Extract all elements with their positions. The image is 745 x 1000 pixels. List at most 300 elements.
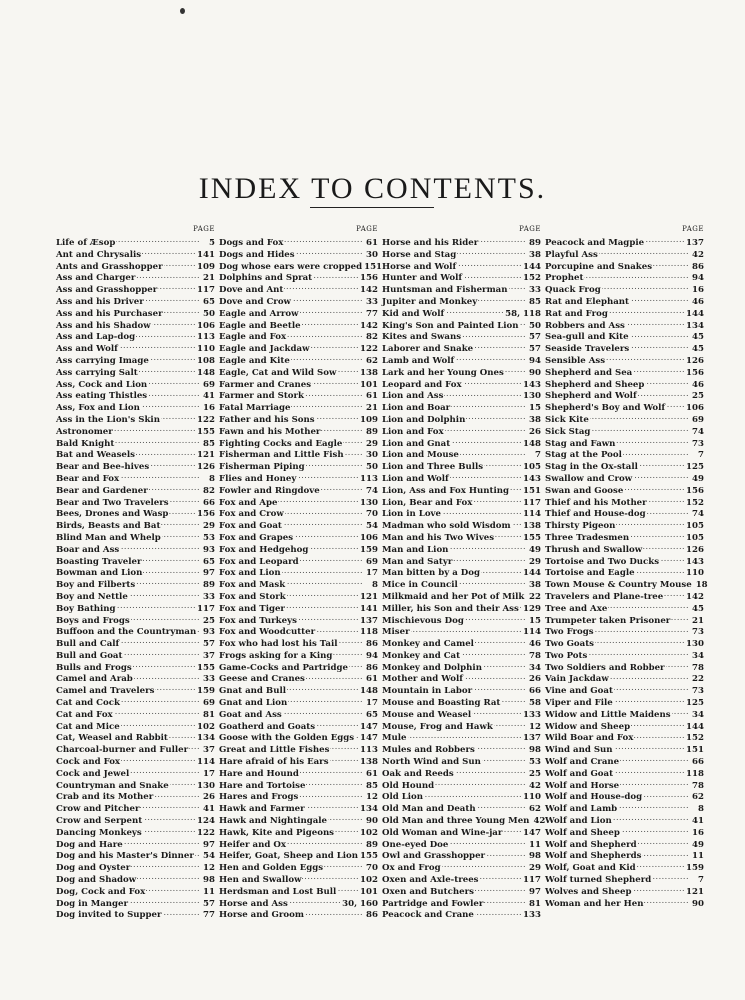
entry-title: Fox and Ape xyxy=(219,497,278,508)
dot-leader xyxy=(169,729,196,740)
index-column-2 xyxy=(219,224,383,921)
entry-page-number: 29 xyxy=(529,863,541,874)
dot-leader xyxy=(328,812,363,823)
dot-leader xyxy=(461,647,526,658)
dot-leader xyxy=(287,328,363,339)
entry-page-number: 102 xyxy=(360,827,378,838)
dot-leader xyxy=(466,411,526,422)
entry-page-number: 15 xyxy=(529,615,541,626)
entry-page-number: 17 xyxy=(366,698,378,709)
entry-page-number: 53 xyxy=(203,532,215,543)
entry-title: Cat and Fox xyxy=(56,709,113,720)
entry-title: Bees, Drones and Wasp xyxy=(56,509,169,520)
entry-title: Boys and Frogs xyxy=(56,615,130,626)
entry-title: Fox and Turkeys xyxy=(219,615,297,626)
dot-leader xyxy=(475,883,526,894)
dot-leader xyxy=(616,517,685,528)
dot-leader xyxy=(297,470,359,481)
dot-leader xyxy=(450,470,522,481)
entry-title: Mouse and Boasting Rat xyxy=(382,698,501,709)
entry-title: Hawk, Kite and Pigeons xyxy=(219,827,335,838)
entry-page-number: 42 xyxy=(692,249,704,260)
entry-page-number: 8 xyxy=(209,473,215,484)
entry-title: Man and Lion xyxy=(382,544,449,555)
entry-page-number: 21 xyxy=(203,273,215,284)
dot-leader xyxy=(286,600,359,611)
entry-title: Ass and his Shadow xyxy=(56,320,151,331)
entry-page-number: 159 xyxy=(360,544,378,555)
entry-title: Camel and Arab xyxy=(56,674,133,685)
entry-title: Cock and Fox xyxy=(56,757,121,768)
entry-title: Lion and Wolf xyxy=(382,473,449,484)
dot-leader xyxy=(636,564,685,575)
entry-page-number: 105 xyxy=(523,462,541,473)
entry-title: Mules and Robbers xyxy=(382,745,475,756)
dot-leader xyxy=(449,836,526,847)
entry-page-number: 70 xyxy=(366,863,378,874)
dot-leader xyxy=(457,246,526,257)
entry-page-number: 121 xyxy=(197,450,215,461)
entry-title: Lamb and Wolf xyxy=(382,355,455,366)
entry-page-number: 89 xyxy=(366,839,378,850)
entry-title: Hen and Golden Eggs xyxy=(219,863,324,874)
dot-leader xyxy=(495,529,522,540)
entry-title: Man and Satyr xyxy=(382,556,453,567)
dot-leader xyxy=(288,694,363,705)
entry-page-number: 94 xyxy=(529,355,541,366)
dot-leader xyxy=(129,588,200,599)
index-entry xyxy=(545,234,704,246)
entry-title: Ass, Cock and Lion xyxy=(56,379,148,390)
entry-page-number: 141 xyxy=(197,249,215,260)
entry-title: Thirsty Pigeon xyxy=(545,521,616,532)
dot-leader xyxy=(278,494,359,505)
entry-title: Horse and his Rider xyxy=(382,238,479,248)
entry-page-number: 37 xyxy=(203,650,215,661)
entry-page-number: 156 xyxy=(197,509,215,520)
entry-page-number: 16 xyxy=(692,827,704,838)
dot-leader xyxy=(121,718,196,729)
entry-page-number: 109 xyxy=(197,261,215,272)
dot-leader xyxy=(142,553,200,564)
entry-title: Bat and Weasels xyxy=(56,450,136,461)
entry-title: Ass and his Driver xyxy=(56,296,144,307)
entry-page-number: 130 xyxy=(686,639,704,650)
dot-leader xyxy=(355,729,359,740)
dot-leader xyxy=(145,293,200,304)
entry-title: Ass carrying Salt xyxy=(56,367,138,378)
entry-title: Dog, Cock and Fox xyxy=(56,886,146,897)
entry-page-number: 143 xyxy=(686,556,704,567)
entry-title: Tortoise and Eagle xyxy=(545,568,635,579)
dot-leader xyxy=(300,305,363,316)
entry-page-number: 65 xyxy=(366,709,378,720)
entry-title: Woman and her Hen xyxy=(545,898,644,909)
dot-leader xyxy=(150,458,196,469)
entry-page-number: 102 xyxy=(360,875,378,886)
entry-title: Mouse, Frog and Hawk xyxy=(382,721,493,732)
dot-leader xyxy=(197,623,200,634)
entry-title: Dove and Crow xyxy=(219,296,291,307)
entry-page-number: 109 xyxy=(360,414,378,425)
entry-page-number: 61 xyxy=(366,238,378,248)
entry-title: Hare and Tortoise xyxy=(219,780,306,791)
entry-page-number: 126 xyxy=(686,355,704,366)
entry-page-number: 12 xyxy=(203,863,215,874)
entry-page-number: 46 xyxy=(529,639,541,650)
entry-title: Fox and Tiger xyxy=(219,603,285,614)
entry-page-number: 85 xyxy=(366,780,378,791)
dot-leader xyxy=(189,741,200,752)
entry-page-number: 155 xyxy=(197,426,215,437)
entry-title: Dog and Hare xyxy=(56,839,123,850)
entry-page-number: 7 xyxy=(698,450,704,461)
entry-title: Astronomer xyxy=(56,426,113,437)
entry-page-number: 118 xyxy=(360,627,378,638)
entry-title: Mouse and Weasel xyxy=(382,709,472,720)
entry-title: Shepherd and Sea xyxy=(545,367,633,378)
dot-leader xyxy=(462,328,526,339)
entry-page-number: 130 xyxy=(523,391,541,402)
entry-title: Wolf and Lamb xyxy=(545,804,618,815)
entry-title: Mischievous Dog xyxy=(382,615,464,626)
entry-page-number: 114 xyxy=(523,627,541,638)
entry-page-number: 152 xyxy=(523,273,541,284)
dot-leader xyxy=(286,576,363,587)
dot-leader xyxy=(306,800,359,811)
entry-title: Lion, Bear and Fox xyxy=(382,497,473,508)
entry-title: Fox and Woodcutter xyxy=(219,627,316,638)
entry-title: Vine and Goat xyxy=(545,686,613,697)
entry-page-number: 144 xyxy=(686,308,704,319)
title-rule xyxy=(310,207,434,208)
entry-title: Stag and Fawn xyxy=(545,438,616,449)
entry-page-number: 122 xyxy=(197,414,215,425)
entry-page-number: 33 xyxy=(203,591,215,602)
dot-leader xyxy=(305,906,363,917)
entry-title: Old Lion xyxy=(382,792,424,803)
entry-title: Crow and Serpent xyxy=(56,816,143,827)
dot-leader xyxy=(343,435,363,446)
dot-leader xyxy=(333,647,363,658)
entry-page-number: 58 xyxy=(529,698,541,709)
dot-leader xyxy=(479,234,526,245)
entry-title: Boy Bathing xyxy=(56,603,116,614)
entry-title: Fisherman and Little Fish xyxy=(219,450,344,461)
dot-leader xyxy=(503,824,522,835)
entry-title: Trumpeter taken Prisoner xyxy=(545,615,671,626)
entry-title: Lion and Boar xyxy=(382,403,451,414)
entry-page-number: 41 xyxy=(692,816,704,827)
entry-page-number: 54 xyxy=(366,521,378,532)
entry-page-number: 21 xyxy=(366,403,378,414)
entry-page-number: 62 xyxy=(366,355,378,366)
entry-page-number: 98 xyxy=(529,851,541,862)
dot-leader xyxy=(163,906,200,917)
dot-leader xyxy=(140,800,200,811)
dot-leader xyxy=(643,541,685,552)
entry-title: Two Goats xyxy=(545,639,595,650)
entry-page-number: 7 xyxy=(535,450,541,461)
dot-leader xyxy=(614,694,685,705)
entry-title: Fox who had lost his Tail xyxy=(219,639,338,650)
entry-title: Mountain in Labor xyxy=(382,686,473,697)
entry-title: Man and his Two Wives xyxy=(382,532,495,543)
dot-leader xyxy=(296,246,363,257)
dot-leader xyxy=(146,883,200,894)
entry-page-number: 151 xyxy=(686,745,704,756)
entry-title: Two Pots xyxy=(545,650,588,661)
dot-leader xyxy=(309,541,359,552)
entry-title: Jupiter and Monkey xyxy=(382,296,478,307)
dot-leader xyxy=(330,753,359,764)
entry-page-number: 66 xyxy=(529,686,541,697)
entry-title: Thief and his Mother xyxy=(545,497,647,508)
dot-leader xyxy=(120,541,200,552)
entry-page-number: 16 xyxy=(203,403,215,414)
entry-title: Peacock and Magpie xyxy=(545,238,645,248)
dot-leader xyxy=(595,635,685,646)
dot-leader xyxy=(310,340,359,351)
entry-page-number: 113 xyxy=(197,332,215,343)
entry-title: Partridge and Fowler xyxy=(382,898,484,909)
entry-title: Peacock and Crane xyxy=(382,910,474,921)
entry-title: Father and his Sons xyxy=(219,414,315,425)
entry-title: Quack Frog xyxy=(545,285,601,296)
entry-title: Wolf, Goat and Kid xyxy=(545,863,636,874)
entry-page-number: 101 xyxy=(360,886,378,897)
entry-title: Lion, Ass and Fox Hunting xyxy=(382,485,510,496)
index-columns xyxy=(56,224,708,921)
entry-title: Cat and Cock xyxy=(56,698,120,709)
entry-page-number: 93 xyxy=(203,544,215,555)
entry-title: Lion and Mouse xyxy=(382,450,459,461)
dot-leader xyxy=(630,529,685,540)
entry-title: Rat and Frog xyxy=(545,308,608,319)
entry-title: Bowman and Lion xyxy=(56,568,143,579)
entry-page-number: 86 xyxy=(692,261,704,272)
entry-page-number: 102 xyxy=(197,721,215,732)
dot-leader xyxy=(606,352,685,363)
dot-leader xyxy=(136,269,200,280)
entry-page-number: 26 xyxy=(529,674,541,685)
entry-title: Countryman and Snake xyxy=(56,780,169,791)
entry-page-number: 69 xyxy=(366,556,378,567)
entry-title: Swan and Goose xyxy=(545,485,624,496)
page-column-header: PAGE xyxy=(682,225,704,233)
dot-leader xyxy=(616,435,689,446)
dot-leader xyxy=(608,600,689,611)
entry-title: Herdsman and Lost Bull xyxy=(219,886,337,897)
dot-leader xyxy=(620,777,689,788)
dot-leader xyxy=(473,682,526,693)
entry-page-number: 106 xyxy=(197,320,215,331)
dot-leader xyxy=(287,836,363,847)
entry-page-number: 137 xyxy=(360,615,378,626)
entry-page-number: 50 xyxy=(366,462,378,473)
entry-page-number: 74 xyxy=(366,485,378,496)
entry-title: Goatherd and Goats xyxy=(219,721,316,732)
dot-leader xyxy=(408,729,523,740)
dot-leader xyxy=(306,458,363,469)
entry-page-number: 49 xyxy=(529,544,541,555)
entry-page-number: 113 xyxy=(360,473,378,484)
entry-title: Wolf and Horse xyxy=(545,780,620,791)
entry-title: Wolf and Goat xyxy=(545,768,614,779)
entry-page-number: 34 xyxy=(692,650,704,661)
entry-title: Kites and Swans xyxy=(382,332,462,343)
entry-page-number: 89 xyxy=(529,238,541,248)
entry-page-number: 85 xyxy=(203,438,215,449)
entry-page-number: 133 xyxy=(523,709,541,720)
entry-title: Bear and Gardener xyxy=(56,485,148,496)
dot-leader xyxy=(637,859,685,870)
dot-leader xyxy=(133,659,196,670)
dot-leader xyxy=(457,258,522,269)
dot-leader xyxy=(671,612,689,623)
dot-leader xyxy=(455,765,526,776)
entry-title: Wolf and Lion xyxy=(545,816,612,827)
dot-leader xyxy=(330,741,359,752)
entry-page-number: 22 xyxy=(692,674,704,685)
entry-title: Dove and Ant xyxy=(219,285,284,296)
entry-page-number: 97 xyxy=(203,839,215,850)
entry-page-number: 17 xyxy=(366,568,378,579)
dot-leader xyxy=(289,895,341,906)
entry-title: Horse and Groom xyxy=(219,910,304,921)
entry-title: Eagle and Kite xyxy=(219,355,290,366)
entry-title: Oxen and Axle-trees xyxy=(382,875,479,886)
entry-page-number: 57 xyxy=(529,332,541,343)
entry-page-number: 122 xyxy=(197,827,215,838)
entry-page-number: 106 xyxy=(360,532,378,543)
entry-title: Wild Boar and Fox xyxy=(545,733,634,744)
dot-leader xyxy=(143,812,196,823)
dot-leader xyxy=(588,647,689,658)
entry-title: Sea-gull and Kite xyxy=(545,332,629,343)
dot-leader xyxy=(306,777,363,788)
entry-page-number: 98 xyxy=(203,875,215,886)
entry-title: Hawk and Farmer xyxy=(219,804,305,815)
dot-leader xyxy=(512,517,522,528)
entry-title: Gnat and Bull xyxy=(219,686,286,697)
dot-leader xyxy=(473,494,522,505)
dot-leader xyxy=(451,399,526,410)
dot-leader xyxy=(120,470,200,481)
entry-page-number: 86 xyxy=(366,910,378,921)
entry-page-number: 62 xyxy=(529,804,541,815)
entry-page-number: 152 xyxy=(686,497,704,508)
entry-page-number: 138 xyxy=(360,367,378,378)
dot-leader xyxy=(653,258,689,269)
dot-leader xyxy=(623,446,689,457)
entry-title: Prophet xyxy=(545,273,584,284)
entry-page-number: 17 xyxy=(203,768,215,779)
dot-leader xyxy=(445,305,504,316)
entry-page-number: 22 xyxy=(529,591,541,602)
dot-leader xyxy=(284,281,359,292)
entry-page-number: 126 xyxy=(686,544,704,555)
entry-page-number: 50 xyxy=(203,308,215,319)
entry-title: Dog and Oyster xyxy=(56,863,131,874)
index-column-4 xyxy=(545,224,708,918)
entry-title: Wolf and Crane xyxy=(545,757,620,768)
entry-title: Owl and Grasshopper xyxy=(382,851,486,862)
entry-page-number: 137 xyxy=(686,238,704,248)
entry-page-number: 124 xyxy=(197,816,215,827)
dot-leader xyxy=(666,659,689,670)
entry-title: Old Hound xyxy=(382,780,435,791)
entry-page-number: 50 xyxy=(529,320,541,331)
entry-page-number: 29 xyxy=(203,521,215,532)
dot-leader xyxy=(134,670,200,681)
entry-title: Geese and Cranes xyxy=(219,674,305,685)
dot-leader xyxy=(595,623,689,634)
entry-title: Frogs asking for a King xyxy=(219,650,333,661)
entry-title: Dog in Manger xyxy=(56,898,129,909)
entry-title: Wolf and Shepherd xyxy=(545,839,637,850)
entry-page-number: 138 xyxy=(360,757,378,768)
dot-leader xyxy=(158,281,196,292)
entry-title: Eagle and Arrow xyxy=(219,308,299,319)
dot-leader xyxy=(631,718,685,729)
entry-page-number: 105 xyxy=(686,532,704,543)
entry-page-number: 12 xyxy=(529,721,541,732)
entry-page-number: 11 xyxy=(692,851,704,862)
entry-title: Vain Jackdaw xyxy=(545,674,609,685)
entry-title: Robbers and Ass xyxy=(545,320,625,331)
entry-title: Thrush and Swallow xyxy=(545,544,643,555)
entry-page-number: 114 xyxy=(523,509,541,520)
entry-title: Old Man and three Young Men xyxy=(382,816,530,827)
entry-title: Two Frogs xyxy=(545,627,594,638)
dot-leader xyxy=(115,435,200,446)
dot-leader xyxy=(284,234,363,245)
entry-page-number: 41 xyxy=(203,391,215,402)
entry-title: Dolphins and Sprat xyxy=(219,273,313,284)
dot-leader xyxy=(486,847,526,858)
entry-title: Stag in the Ox-stall xyxy=(545,462,638,473)
entry-title: Goat and Ass xyxy=(219,709,282,720)
dot-leader xyxy=(148,376,200,387)
entry-title: Dog and Shadow xyxy=(56,875,137,886)
entry-title: One-eyed Doe xyxy=(382,839,449,850)
entry-page-number: 141 xyxy=(360,603,378,614)
entry-page-number: 54 xyxy=(203,851,215,862)
dot-leader xyxy=(316,411,359,422)
dot-leader xyxy=(476,741,526,752)
entry-page-number: 86 xyxy=(366,662,378,673)
entry-title: Cat, Weasel and Rabbit xyxy=(56,733,168,744)
entry-page-number: 65 xyxy=(203,296,215,307)
entry-page-number: 33 xyxy=(366,296,378,307)
dot-leader xyxy=(291,399,363,410)
dot-leader xyxy=(519,317,526,328)
dot-leader xyxy=(610,670,689,681)
dot-leader xyxy=(525,588,526,599)
dot-leader xyxy=(472,706,522,717)
entry-title: Ass, Fox and Lion xyxy=(56,403,140,414)
dot-leader xyxy=(299,788,363,799)
entry-title: Lion and Gnat xyxy=(382,438,451,449)
dot-leader xyxy=(170,777,196,788)
entry-page-number: 73 xyxy=(692,438,704,449)
dot-leader xyxy=(475,906,522,917)
dot-leader xyxy=(520,600,522,611)
entry-title: Widow and Little Maidens xyxy=(545,709,671,720)
entry-title: Oxen and Butchers xyxy=(382,886,474,897)
dot-leader xyxy=(424,788,522,799)
